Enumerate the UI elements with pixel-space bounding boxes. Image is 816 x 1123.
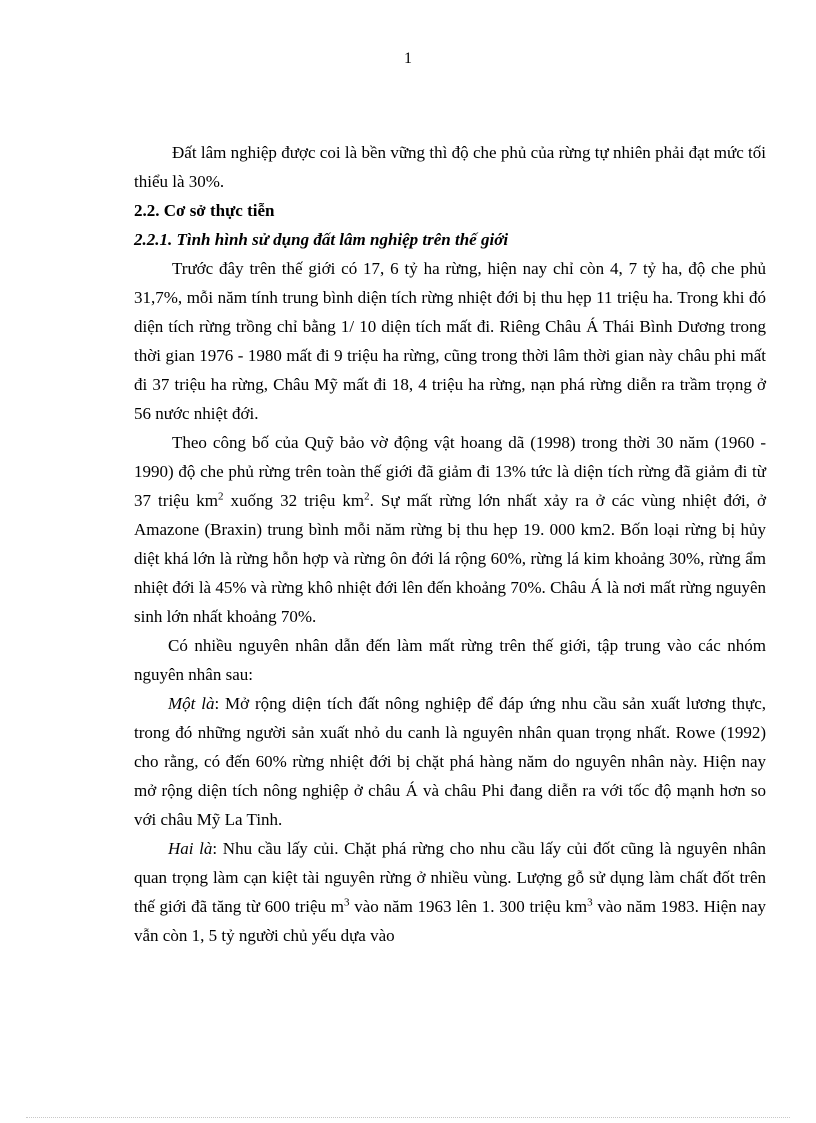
text-run: vào năm 1963 lên 1. 300 triệu km [349, 897, 588, 916]
paragraph-forest-cover: Đất lâm nghiệp được coi là bền vững thì độ che phủ của rừng tự nhiên phải đạt mức tối thiểu là 30%. [134, 143, 766, 191]
text-run: : Mở rộng diện tích đất nông nghiệp để đáp ứng nhu cầu sản xuất lương thực, trong đó những người sản xuất nhỏ du canh là nguyên nhân quan trọng nhất. Rowe (1992) cho rằng, có đến 60% rừng nhiệt đới bị chặt phá hàng năm do nguyên nhân này. Hiện nay mở rộng diện tích nông nghiệp ở châu Á và châu Phi đang diễn ra với tốc độ mạnh hơn so với châu Mỹ La Tinh. [134, 694, 766, 829]
text-run: Theo công bố của Quỹ bảo vờ động vật hoang dã (1998) trong thời 30 năm (1960 - 1990) độ che phủ rừng trên toàn thế giới đã giảm đi 13% tức là diện tích rừng đã giảm đi từ 37 triệu km [134, 433, 766, 510]
document-body [134, 138, 766, 950]
superscript: 2 [364, 490, 370, 503]
text-run: : Nhu cầu lấy củi. Chặt phá rừng cho nhu cầu lấy củi đốt cũng là nguyên nhân quan trọng làm cạn kiệt tài nguyên rừng ở nhiều vùng. Lượng gỗ sử dụng làm chất đốt trên thế giới đã tăng từ 600 triệu m [134, 839, 766, 916]
paragraph-wwf-report [134, 428, 766, 631]
superscript: 3 [344, 896, 350, 909]
cause-two-label: Hai là [168, 839, 213, 858]
paragraph-cause-two [134, 834, 766, 950]
page-number: 1 [404, 50, 412, 67]
paragraph-cause-one [134, 689, 766, 834]
text-run: vào năm 1983. Hiện nay vẫn còn 1, 5 tỷ người chủ yếu dựa vào [134, 897, 766, 945]
page-bottom-divider [26, 1117, 790, 1118]
superscript: 3 [587, 896, 593, 909]
paragraph-world-forest-area: Trước đây trên thế giới có 17, 6 tỷ ha rừng, hiện nay chỉ còn 4, 7 tỷ ha, độ che phủ 31,7%, mỗi năm tính trung bình diện tích rừng nhiệt đới bị thu hẹp 11 triệu ha. Trong khi đó diện tích rừng trồng chỉ bằng 1/ 10 diện tích mất đi. Riêng Châu Á Thái Bình Dương trong thời gian 1976 - 1980 mất đi 9 triệu ha rừng, cũng trong thời lâm thời gian này châu phi mất đi 37 triệu ha rừng, Châu Mỹ mất đi 18, 4 triệu ha rừng, nạn phá rừng diễn ra trầm trọng ở 56 nước nhiệt đới. [134, 259, 766, 423]
paragraph-causes-intro: Có nhiều nguyên nhân dẫn đến làm mất rừng trên thế giới, tập trung vào các nhóm nguyên nhân sau: [134, 636, 766, 684]
cause-one-label: Một là [168, 694, 215, 713]
text-run: xuống 32 triệu km [223, 491, 365, 510]
subsection-heading-2-2-1: 2.2.1. Tình hình sử dụng đất lâm nghiệp trên thế giới [134, 230, 509, 249]
section-heading-2-2: 2.2. Cơ sở thực tiễn [134, 201, 275, 220]
superscript: 2 [218, 490, 224, 503]
text-run: . Sự mất rừng lớn nhất xảy ra ở các vùng nhiệt đới, ở Amazone (Braxin) trung bình mỗi năm rừng bị thu hẹp 19. 000 km2. Bốn loại rừng bị hủy diệt khá lớn là rừng hỗn hợp và rừng ôn đới lá rộng 60%, rừng lá kim khoảng 30%, rừng ẩm nhiệt đới là 45% và rừng khô nhiệt đới lên đến khoảng 70%. Châu Á là nơi mất rừng nguyên sinh lớn nhất khoảng 70%. [134, 491, 766, 626]
